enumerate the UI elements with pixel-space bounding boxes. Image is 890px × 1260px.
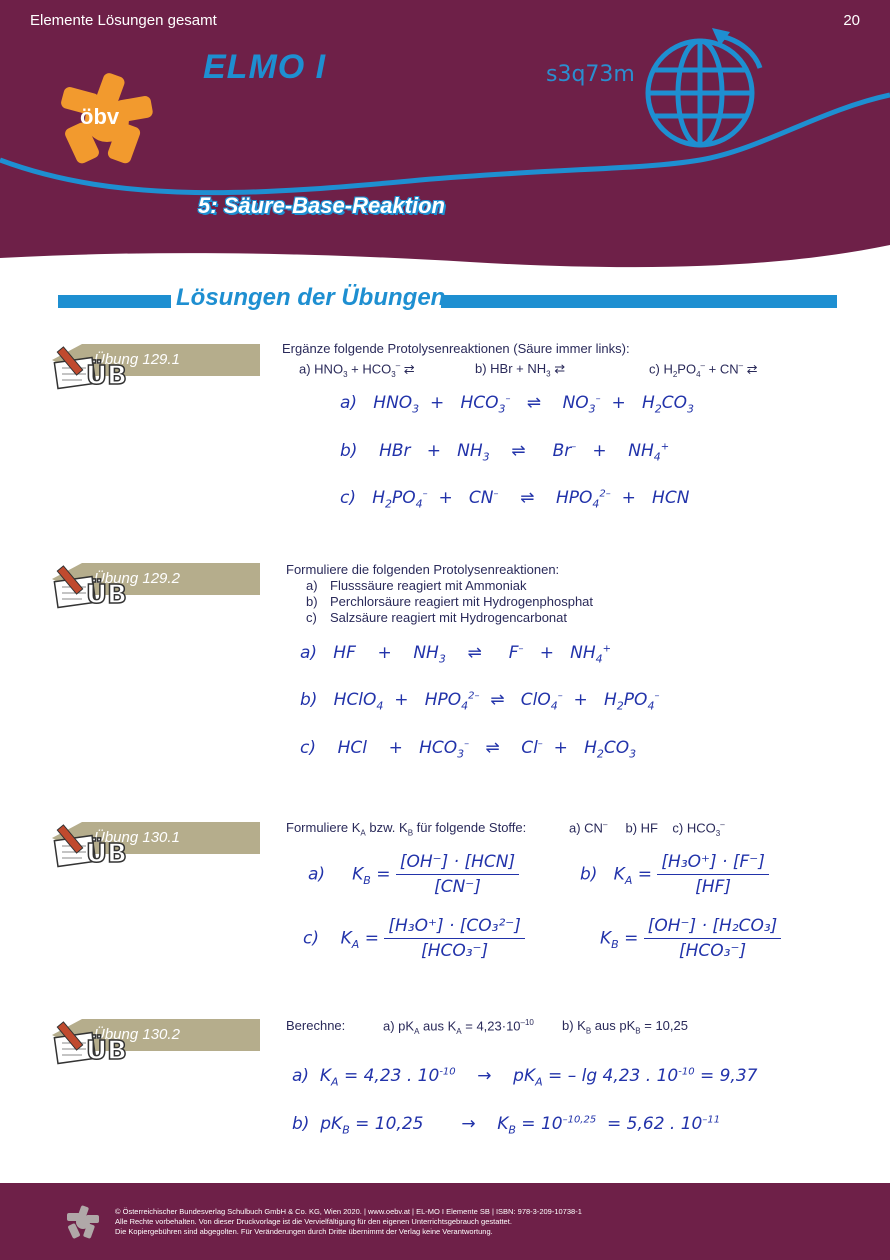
chapter-title: 5: Säure-Base-Reaktion	[198, 193, 445, 218]
ub-pencil-icon	[52, 344, 127, 391]
answer-line: b) HBr + $NH_3$ ⇌ Br– + $NH_4^+$	[340, 441, 670, 464]
answer-formula: b) $K_A$ = $\frac{\text{[H₃O⁺] · [F⁻]}}{[HF]}$	[580, 852, 769, 897]
footer-disclaimer: Die Kopiergebühren sind abgegolten. Für Veränderungen durch Dritte übernimmt der Verlag keine Verantwortung.	[115, 1227, 493, 1236]
page-number: 20	[843, 12, 860, 29]
section-title: Lösungen der Übungen	[176, 284, 446, 311]
answer-formula: a) $K_B$ = $\frac{\text{[OH⁻] · [HCN]}}{[CN^-]}$	[308, 852, 519, 897]
task-list-item: b) Perchlorsäure reagiert mit Hydrogenphosphat	[306, 594, 594, 609]
document-title: Elemente Lösungen gesamt	[30, 12, 217, 29]
task-option-c: c) $H_2PO_4^- + CN^-$ ⇄	[649, 361, 758, 379]
exercise-tag	[52, 822, 260, 869]
answer-line: c) $H_2PO_4^- + CN^-$ ⇌ $HPO_4^{2-}$ + HCN	[340, 488, 690, 511]
exercise-tag-label: Übung 130.2	[94, 1026, 180, 1043]
exercise-tag	[52, 563, 260, 610]
task-text: Formuliere $K_A$ bzw. $K_B$ für folgende Stoffe:	[286, 820, 527, 838]
exercise-tag-label: Übung 130.1	[94, 829, 180, 846]
task-text: Ergänze folgende Protolysenreaktionen (Säure immer links):	[282, 341, 630, 356]
ub-pencil-icon	[52, 1019, 127, 1066]
equilibrium-arrow-icon: ⇄	[403, 361, 415, 377]
task-text: Formuliere die folgenden Protolysenreaktionen:	[286, 562, 560, 577]
footer-copyright: © Österreichischer Bundesverlag Schulbuch GmbH & Co. KG, Wien 2020. | www.oebv.at | EL-MO I Elemente SB | ISBN: 978-3-209-10738-1	[115, 1207, 582, 1216]
exercise-tag	[52, 1019, 260, 1066]
exercise-tag	[52, 344, 260, 391]
ub-pencil-icon	[52, 822, 127, 869]
heading-bar-left	[58, 295, 171, 308]
svg-text:ÜB: ÜB	[86, 361, 127, 391]
equilibrium-arrow-icon: ⇄	[746, 361, 758, 377]
ub-pencil-icon	[52, 563, 127, 610]
task-option-b: b) HBr + $NH_3$ ⇄	[475, 361, 566, 379]
footer-rights: Alle Rechte vorbehalten. Von dieser Druckvorlage ist die Vervielfältigung für den eigenen Unterrichtsgebrauch gestattet.	[115, 1217, 512, 1226]
task-list-item: a) Flusssäure reagiert mit Ammoniak	[306, 578, 527, 593]
task-list-item: c) Salzsäure reagiert mit Hydrogencarbonat	[306, 610, 568, 625]
exercise-tag-label: Übung 129.2	[94, 570, 180, 587]
task-text: Berechne:	[286, 1018, 346, 1033]
obv-logo-text: öbv	[80, 104, 120, 129]
answer-line: c) HCl + $HCO_3^-$ ⇌ $Cl^- + H_2CO_3$	[300, 738, 637, 761]
answer-line: b) $pK_B = 10,25$ → $K_B = 10^{-10,25} = 5,62$ . $10^{-11}$	[292, 1114, 721, 1137]
answer-formula: c) $K_A$ = $\frac{\text{[H₃O⁺] · [CO₃²⁻]}}{\text{[HCO₃⁻]}}$	[303, 916, 525, 961]
answer-line: a) $K_A = 4,23$ . $10^{-10}$ → $pK_A$ = – lg 4,23 . $10^{-10} = 9,37$	[292, 1066, 758, 1089]
task-option-a: a) $HNO_3 + HCO_3^-$ ⇄	[299, 361, 415, 379]
answer-line: a) $HNO_3 + HCO_3^-$ ⇌ $NO_3^- + H_2CO_3$	[340, 393, 694, 416]
task-part-a: a) $pK_A$ aus $K_A = 4,23\cdot 10^{-10}$	[383, 1018, 534, 1036]
svg-text:ÜB: ÜB	[86, 580, 127, 610]
task-part-b: b) $K_B$ aus $pK_B = 10,25$	[562, 1018, 688, 1036]
answer-line: b) HClO$_4$ + $HPO_4^{2-}$ ⇌ $ClO_4^- + H_2PO_4^-$	[300, 690, 660, 713]
exercise-tag-label: Übung 129.1	[94, 351, 180, 368]
task-list	[286, 578, 593, 626]
globe-icon	[640, 18, 770, 158]
equilibrium-arrow-icon: ⇄	[554, 361, 566, 376]
task-choices: a) CN– b) HF c) $HCO_3^-$	[569, 820, 725, 838]
access-code: s3q73m	[546, 62, 635, 87]
answer-line: a) HF + $NH_3$ ⇌ $F^- + NH_4^+$	[300, 643, 612, 666]
brand-title: ELMO I	[203, 48, 327, 86]
footer-text	[115, 1207, 582, 1237]
obv-footer-logo-icon	[66, 1205, 100, 1239]
svg-text:ÜB: ÜB	[86, 1036, 127, 1066]
svg-text:ÜB: ÜB	[86, 839, 127, 869]
answer-formula: $K_B$ = $\frac{\text{[OH⁻] · [H₂CO₃]}}{\text{[HCO₃⁻]}}$	[600, 916, 781, 961]
heading-bar-right	[441, 295, 837, 308]
